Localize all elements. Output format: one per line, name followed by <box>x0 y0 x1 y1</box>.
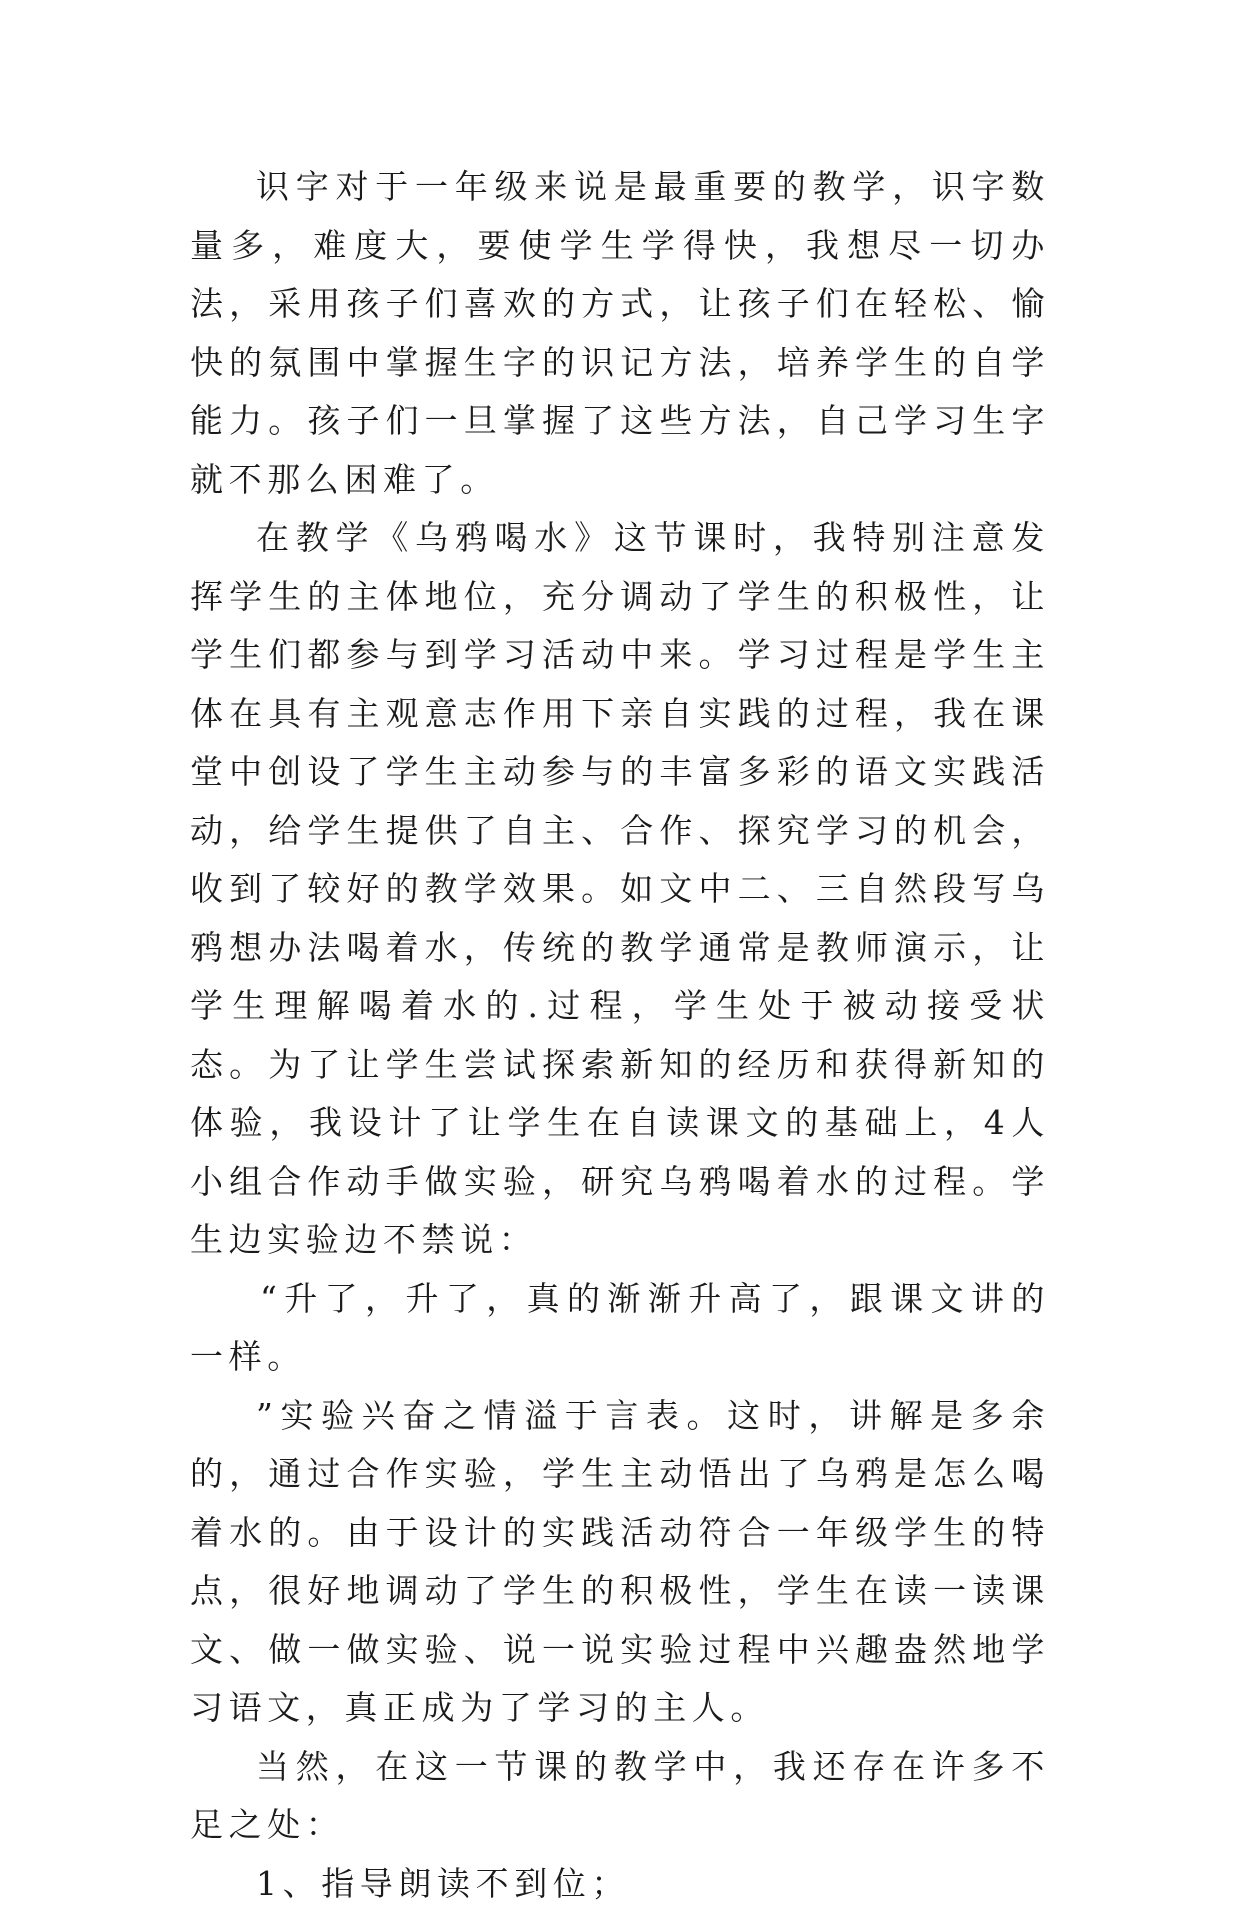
paragraph-lesson: 在教学《乌鸦喝水》这节课时，我特别注意发挥学生的主体地位，充分调动了学生的积极性，让学生们都参与到学习活动中来。学习过程是学生主体在具有主观意志作用下亲自实践的过程，我在课堂中创设了学生主动参与的丰富多彩的语文实践活动，给学生提供了自主、合作、探究学习的机会，收到了较好的教学效果。如文中二、三自然段写乌鸦想办法喝着水，传统的教学通常是教师演示，让学生理解喝着水的.过程，学生处于被动接受状态。为了让学生尝试探索新知的经历和获得新知的体验，我设计了让学生在自读课文的基础上，4人小组合作动手做实验，研究乌鸦喝着水的过程。学生边实验边不禁说： <box>190 509 1050 1270</box>
paragraph-experiment: ”实验兴奋之情溢于言表。这时，讲解是多余的，通过合作实验，学生主动悟出了乌鸦是怎么喝着水的。由于设计的实践活动符合一年级学生的特点，很好地调动了学生的积极性，学生在读一读课文、做一做实验、说一说实验过程中兴趣盎然地学习语文，真正成为了学习的主人。 <box>190 1387 1050 1738</box>
document-body <box>190 158 1050 1913</box>
paragraph-quote: “升了，升了，真的渐渐升高了，跟课文讲的一样。 <box>190 1270 1050 1387</box>
list-item: 1、指导朗读不到位； <box>190 1855 1050 1913</box>
paragraph-shortcomings: 当然，在这一节课的教学中，我还存在许多不足之处： <box>190 1738 1050 1855</box>
paragraph-literacy: 识字对于一年级来说是最重要的教学，识字数量多，难度大，要使学生学得快，我想尽一切办法，采用孩子们喜欢的方式，让孩子们在轻松、愉快的氛围中掌握生字的识记方法，培养学生的自学能力。孩子们一旦掌握了这些方法，自己学习生字就不那么困难了。 <box>190 158 1050 509</box>
